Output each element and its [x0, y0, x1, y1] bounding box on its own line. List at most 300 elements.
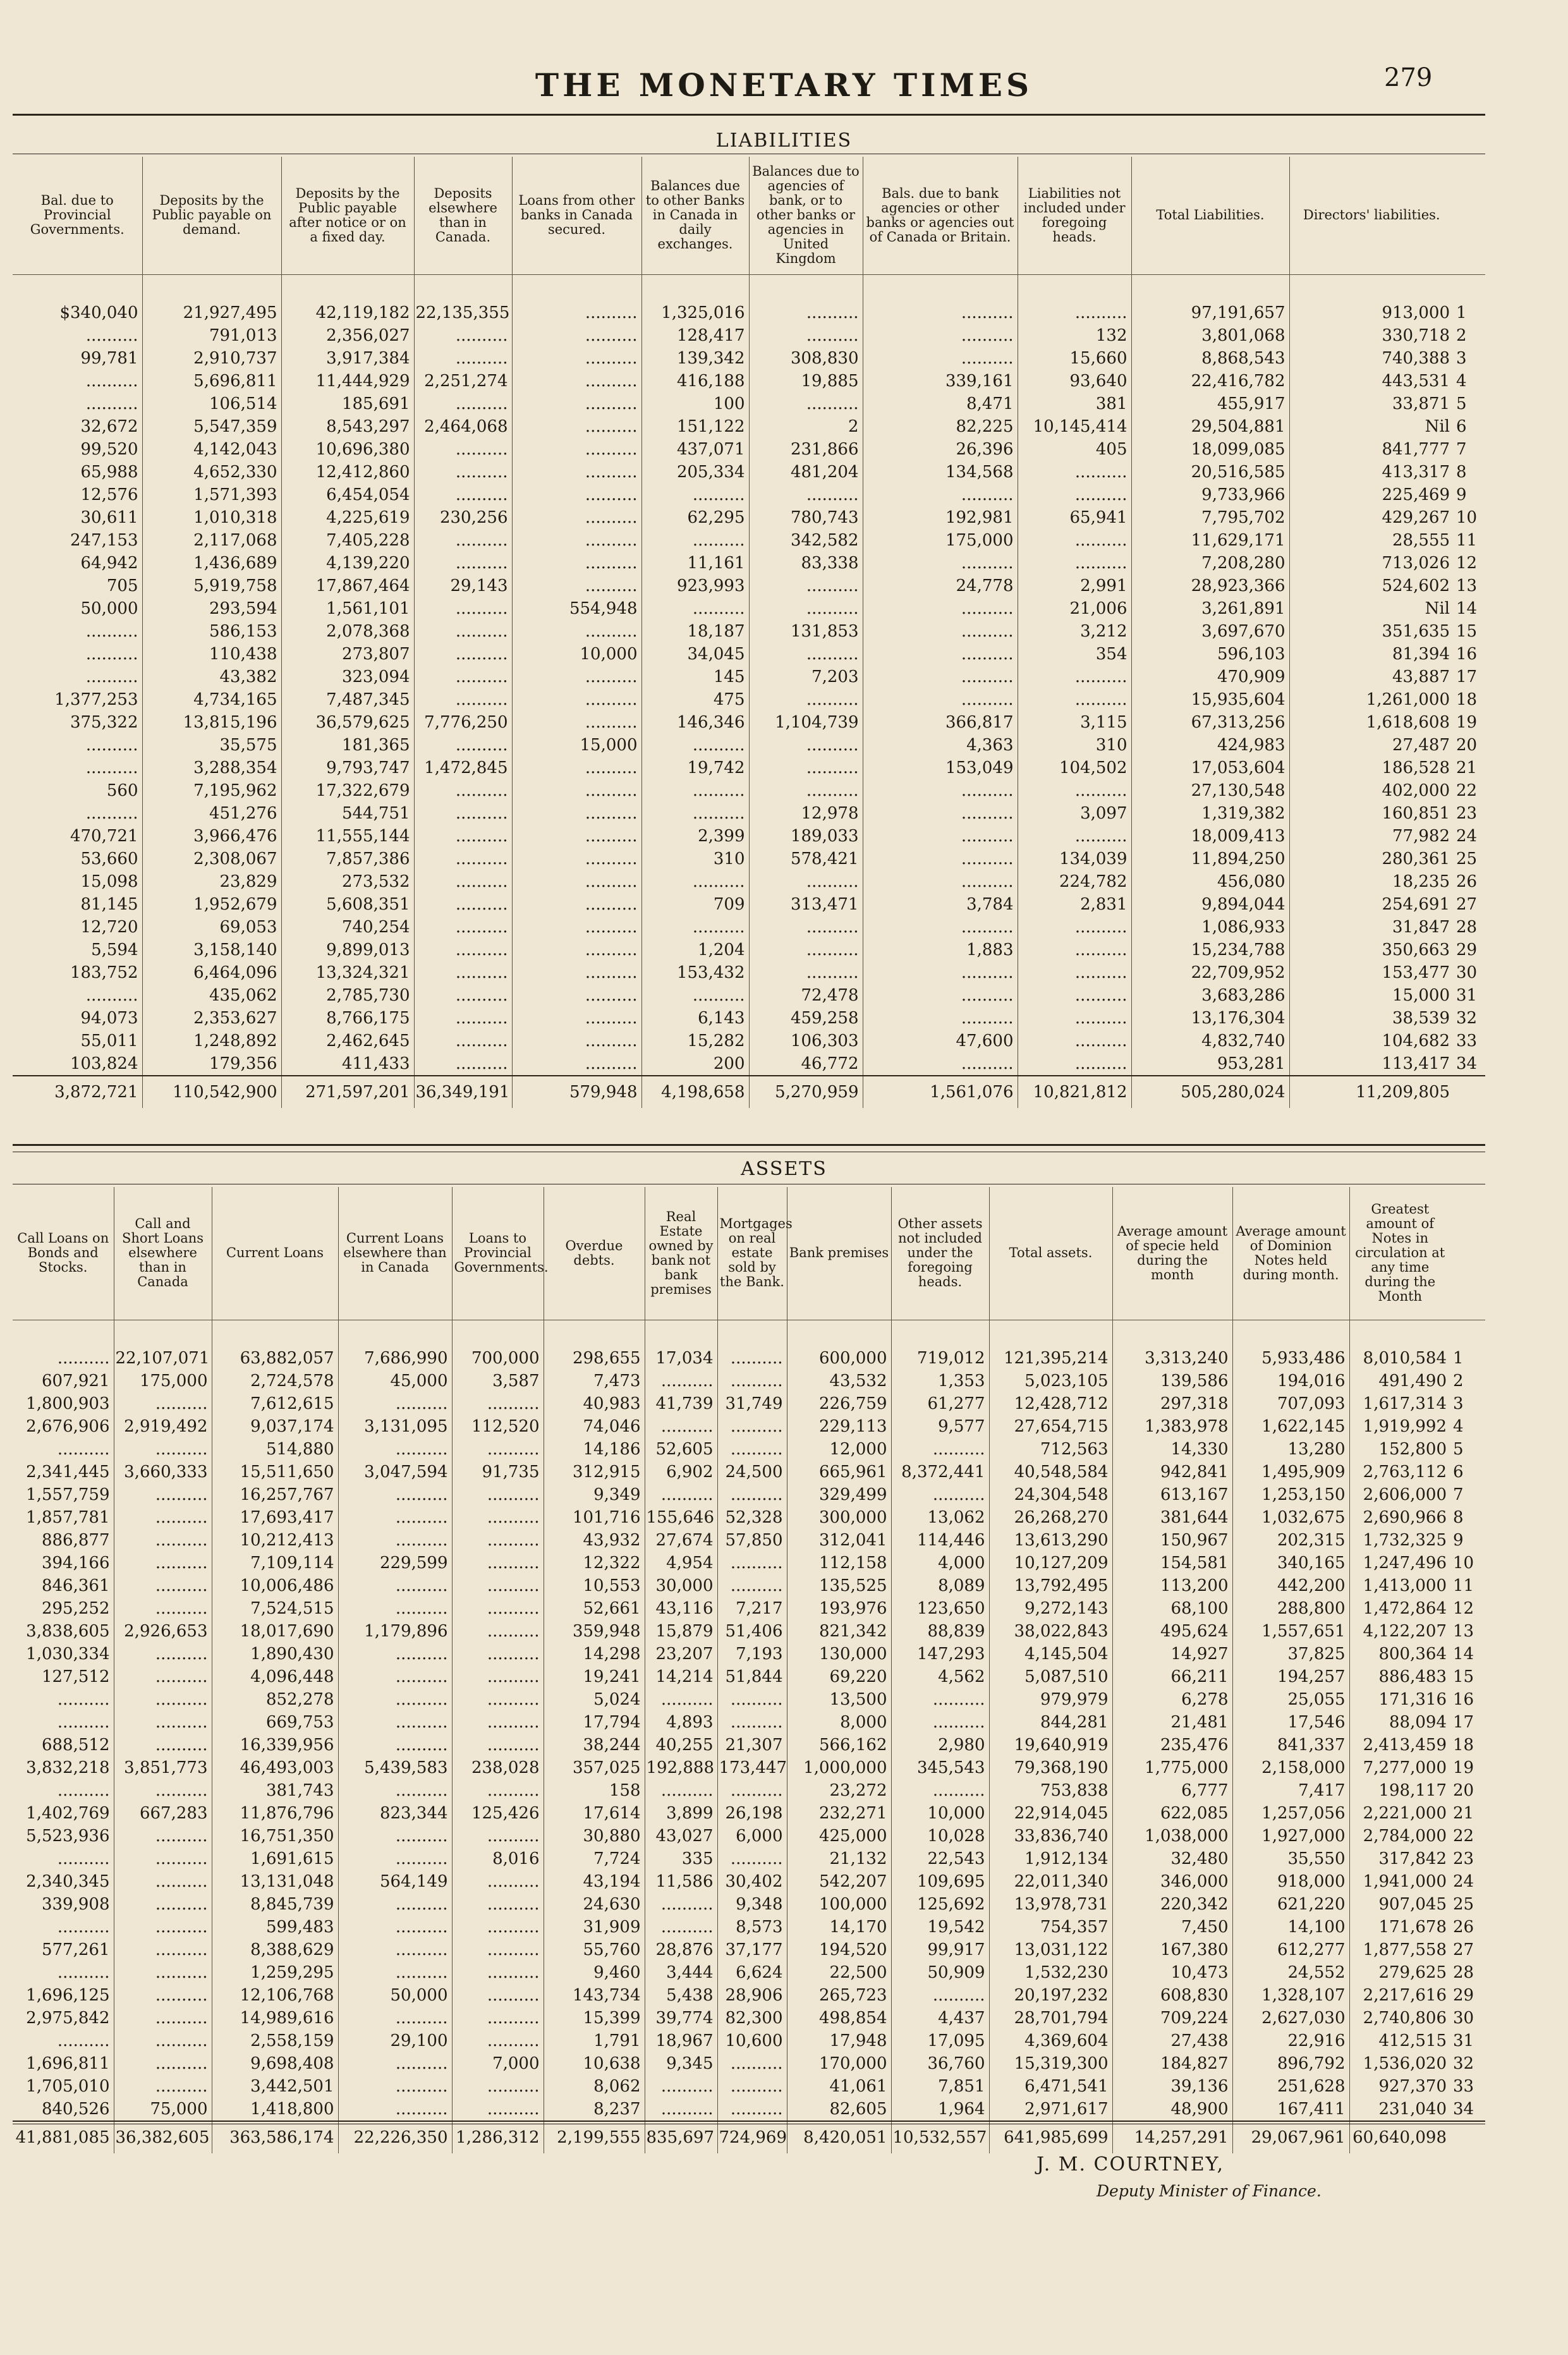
table-cell: 43,382	[142, 666, 281, 688]
table-cell: 55,011	[80, 1031, 138, 1050]
table-row	[13, 1438, 1485, 1461]
row-number: 31	[1456, 985, 1478, 1005]
table-cell: 342,582	[749, 529, 863, 552]
table-cell: ..........	[114, 1552, 212, 1574]
table-cell: ..........	[452, 1961, 544, 1984]
table-cell: 26,268,270	[989, 1506, 1112, 1529]
table-cell: 4,096,448	[212, 1665, 338, 1688]
table-cell: ..........	[749, 324, 863, 347]
table-row	[13, 1370, 1485, 1392]
table-row	[13, 984, 1485, 1007]
table-cell: 185,691	[281, 392, 414, 415]
table-cell: ..........	[641, 529, 749, 552]
table-cell: 2,740,806	[1349, 2007, 1450, 2029]
table-cell: 51,844	[717, 1665, 787, 1688]
table-row	[13, 916, 1485, 939]
table-cell: ..........	[749, 392, 863, 415]
table-cell: 171,316	[1349, 1688, 1450, 1711]
table-cell: 9,348	[717, 1893, 787, 1916]
table-cell: 7,524,515	[212, 1597, 338, 1620]
table-cell: 175,000	[863, 529, 1018, 552]
table-cell: ..........	[452, 1665, 544, 1688]
table-cell: ..........	[863, 802, 1018, 825]
table-cell: 75,000	[114, 2098, 212, 2121]
table-cell: ..........	[338, 1392, 452, 1415]
table-cell: ..........	[338, 1597, 452, 1620]
total-cell: 36,382,605	[114, 2121, 212, 2153]
table-cell: 88,094	[1349, 1711, 1450, 1734]
table-cell: 12,978	[749, 802, 863, 825]
table-cell: ..........	[85, 621, 138, 641]
row-number: 7	[1456, 439, 1467, 459]
table-cell: ..........	[512, 575, 641, 597]
table-cell: ..........	[717, 2098, 787, 2121]
table-cell: 167,380	[1112, 1938, 1232, 1961]
table-cell: 18,967	[645, 2029, 717, 2052]
table-cell: ..........	[414, 893, 512, 916]
row-number: 34	[1453, 2099, 1474, 2119]
table-cell: 7,724	[544, 1847, 645, 1870]
table-cell: 20,197,232	[989, 1984, 1112, 2007]
table-cell: 4,652,330	[142, 461, 281, 484]
table-cell: ..........	[717, 1552, 787, 1574]
table-cell: 300,000	[787, 1506, 891, 1529]
table-cell: 4,145,504	[989, 1643, 1112, 1665]
table-cell: 293,594	[142, 597, 281, 620]
table-cell: 17,053,604	[1131, 757, 1289, 779]
table-cell: ..........	[641, 734, 749, 757]
row-number: 11	[1456, 530, 1478, 550]
table-cell: ..........	[414, 734, 512, 757]
table-cell: 6,464,096	[142, 961, 281, 984]
row-number: 8	[1453, 1507, 1464, 1527]
table-cell: ..........	[452, 2075, 544, 2098]
table-row	[13, 825, 1485, 848]
assets-spacer-row	[13, 1320, 1485, 1347]
table-row	[13, 1643, 1485, 1665]
table-cell: 39,774	[645, 2007, 717, 2029]
table-cell: ..........	[512, 620, 641, 643]
table-cell: 1,259,295	[212, 1961, 338, 1984]
table-cell: 151,122	[641, 415, 749, 438]
table-cell: 6,777	[1112, 1779, 1232, 1802]
table-cell: 3,683,286	[1131, 984, 1289, 1007]
table-cell: ..........	[749, 916, 863, 939]
table-cell: ..........	[57, 1962, 110, 1982]
table-row	[13, 734, 1485, 757]
table-cell: ..........	[338, 1938, 452, 1961]
table-cell: 1,952,679	[142, 893, 281, 916]
table-cell: ..........	[57, 1917, 110, 1937]
table-cell: ..........	[452, 1938, 544, 1961]
table-cell: ..........	[414, 984, 512, 1007]
table-cell: 9,899,013	[281, 939, 414, 961]
table-cell: ..........	[114, 1825, 212, 1847]
table-cell: 17,546	[1232, 1711, 1349, 1734]
table-cell: 24,500	[717, 1461, 787, 1483]
table-cell: 339,161	[863, 370, 1018, 392]
table-cell: 81,394	[1289, 643, 1454, 666]
table-cell: ..........	[1018, 916, 1131, 939]
table-cell: 7,405,228	[281, 529, 414, 552]
table-cell: ..........	[114, 1711, 212, 1734]
table-cell: 1,413,000	[1349, 1574, 1450, 1597]
table-cell: 402,000	[1289, 779, 1454, 802]
table-cell: 93,640	[1018, 370, 1131, 392]
table-cell: 5,439,583	[338, 1756, 452, 1779]
table-cell: 544,751	[281, 802, 414, 825]
table-cell: 22,914,045	[989, 1802, 1112, 1825]
table-cell: 61,277	[891, 1392, 989, 1415]
table-cell: ..........	[414, 825, 512, 848]
table-cell: 317,842	[1349, 1847, 1450, 1870]
table-cell: 21,132	[787, 1847, 891, 1870]
table-cell: 586,153	[142, 620, 281, 643]
table-row	[13, 1415, 1485, 1438]
table-cell: 7,203	[749, 666, 863, 688]
table-cell: 7,208,280	[1131, 552, 1289, 575]
table-cell: ..........	[338, 1665, 452, 1688]
table-cell: 4,832,740	[1131, 1030, 1289, 1052]
table-cell: 194,520	[787, 1938, 891, 1961]
table-cell: 288,800	[1232, 1597, 1349, 1620]
table-cell: 5,023,105	[989, 1370, 1112, 1392]
assets-col-header-7: Real Estate owned by bank not bank premises	[645, 1187, 717, 1320]
table-cell: 498,854	[787, 2007, 891, 2029]
table-cell: 2,341,445	[26, 1462, 110, 1482]
table-cell: 612,277	[1232, 1938, 1349, 1961]
table-cell: ..........	[645, 1916, 717, 1938]
table-cell: 48,900	[1112, 2098, 1232, 2121]
table-cell: 132	[1018, 324, 1131, 347]
table-cell: 23,207	[645, 1643, 717, 1665]
table-cell: ..........	[641, 779, 749, 802]
row-number: 2	[1456, 326, 1467, 345]
table-cell: 1,328,107	[1232, 1984, 1349, 2007]
table-cell: 823,344	[338, 1802, 452, 1825]
table-cell: 3,899	[645, 1802, 717, 1825]
table-cell: 15,000	[512, 734, 641, 757]
table-cell: ..........	[512, 347, 641, 370]
table-cell: 665,961	[787, 1461, 891, 1483]
table-row	[13, 575, 1485, 597]
row-number: 5	[1456, 394, 1467, 413]
table-cell: 2,353,627	[142, 1007, 281, 1030]
table-cell: 10,553	[544, 1574, 645, 1597]
table-cell: 18,235	[1289, 870, 1454, 893]
table-row	[13, 1961, 1485, 1984]
table-cell: ..........	[414, 1007, 512, 1030]
table-cell: 224,782	[1018, 870, 1131, 893]
table-row	[13, 1688, 1485, 1711]
table-cell: 127,512	[41, 1667, 110, 1686]
table-cell: 2,356,027	[281, 324, 414, 347]
table-cell: 181,365	[281, 734, 414, 757]
table-cell: ..........	[512, 893, 641, 916]
total-cell: 110,542,900	[142, 1076, 281, 1108]
row-number: 9	[1456, 485, 1467, 504]
table-cell: ..........	[414, 802, 512, 825]
table-cell: 470,721	[70, 826, 138, 846]
table-cell: 13,031,122	[989, 1938, 1112, 1961]
table-cell: 3,442,501	[212, 2075, 338, 2098]
table-cell: 226,759	[787, 1392, 891, 1415]
total-cell: 41,881,085	[13, 2121, 114, 2153]
table-cell: 37,177	[717, 1938, 787, 1961]
table-cell: 1,883	[863, 939, 1018, 961]
table-cell: ..........	[641, 802, 749, 825]
table-cell: 459,258	[749, 1007, 863, 1030]
table-cell: 456,080	[1131, 870, 1289, 893]
row-number: 5	[1453, 1439, 1464, 1459]
table-row	[13, 620, 1485, 643]
table-cell: ..........	[338, 1688, 452, 1711]
table-cell: 21,481	[1112, 1711, 1232, 1734]
table-cell: ..........	[863, 1007, 1018, 1030]
table-cell: 15,511,650	[212, 1461, 338, 1483]
table-cell: 821,342	[787, 1620, 891, 1643]
table-cell: 200	[641, 1052, 749, 1076]
table-cell: 65,941	[1018, 506, 1131, 529]
row-number: 28	[1456, 917, 1478, 937]
table-row	[13, 1552, 1485, 1574]
table-cell: 907,045	[1349, 1893, 1450, 1916]
table-cell: ..........	[1018, 1052, 1131, 1076]
table-cell: ..........	[749, 484, 863, 506]
table-cell: ..........	[338, 1711, 452, 1734]
table-cell: 1,791	[544, 2029, 645, 2052]
table-cell: 1,032,675	[1232, 1506, 1349, 1529]
table-row	[13, 438, 1485, 461]
table-cell: 12,106,768	[212, 1984, 338, 2007]
table-cell: 220,342	[1112, 1893, 1232, 1916]
table-cell: 135,525	[787, 1574, 891, 1597]
table-row	[13, 893, 1485, 916]
table-cell: ..........	[863, 620, 1018, 643]
table-cell: 8,845,739	[212, 1893, 338, 1916]
table-cell: 12,412,860	[281, 461, 414, 484]
table-cell: 22,500	[787, 1961, 891, 1984]
table-row	[13, 392, 1485, 415]
table-cell: 8,766,175	[281, 1007, 414, 1030]
table-cell: 9,894,044	[1131, 893, 1289, 916]
table-cell: 7,450	[1112, 1916, 1232, 1938]
table-cell: ..........	[1018, 1007, 1131, 1030]
table-cell: 554,948	[512, 597, 641, 620]
table-cell: 577,261	[41, 1940, 110, 1959]
table-cell: 2,926,653	[114, 1620, 212, 1643]
table-cell: 394,166	[41, 1553, 110, 1573]
table-cell: 20,516,585	[1131, 461, 1289, 484]
table-cell: 38,022,843	[989, 1620, 1112, 1643]
assets-col-header-3: Current Loans	[212, 1187, 338, 1320]
table-cell: 194,257	[1232, 1665, 1349, 1688]
table-cell: ..........	[57, 2031, 110, 2050]
table-cell: 15,000	[1289, 984, 1454, 1007]
table-row	[13, 1597, 1485, 1620]
table-cell: ..........	[338, 1847, 452, 1870]
table-row	[13, 688, 1485, 711]
table-cell: ..........	[512, 916, 641, 939]
table-cell: 110,438	[142, 643, 281, 666]
table-cell: ..........	[338, 1825, 452, 1847]
table-cell: 189,033	[749, 825, 863, 848]
table-cell: 94,073	[80, 1008, 138, 1028]
table-cell: 26,396	[863, 438, 1018, 461]
liabilities-table	[13, 157, 1485, 1108]
table-cell: ..........	[85, 371, 138, 391]
row-number: 14	[1453, 1644, 1474, 1664]
table-cell: 3,851,773	[114, 1756, 212, 1779]
table-cell: ..........	[57, 1712, 110, 1732]
table-cell: 153,432	[641, 961, 749, 984]
table-cell: 147,293	[891, 1643, 989, 1665]
table-cell: ..........	[645, 1893, 717, 1916]
table-cell: 15,234,788	[1131, 939, 1289, 961]
total-cell: 29,067,961	[1232, 2121, 1349, 2153]
table-cell: 425,000	[787, 1825, 891, 1847]
row-number: 4	[1453, 1416, 1464, 1436]
table-cell: 35,550	[1232, 1847, 1349, 1870]
table-cell: 896,792	[1232, 2052, 1349, 2075]
table-row	[13, 1847, 1485, 1870]
total-cell: 1,286,312	[452, 2121, 544, 2153]
table-cell: 481,204	[749, 461, 863, 484]
assets-col-header-11: Total assets.	[989, 1187, 1112, 1320]
table-cell: 9,345	[645, 2052, 717, 2075]
table-row	[13, 2075, 1485, 2098]
table-cell: 375,322	[70, 712, 138, 732]
table-cell: ..........	[512, 870, 641, 893]
table-cell: 7,686,990	[338, 1347, 452, 1370]
table-cell: 113,417	[1289, 1052, 1454, 1076]
table-cell: 82,605	[787, 2098, 891, 2121]
row-number: 1	[1453, 1348, 1464, 1368]
table-cell: 251,628	[1232, 2075, 1349, 2098]
row-number: 9	[1453, 1530, 1464, 1550]
table-cell: 31,749	[717, 1392, 787, 1415]
table-cell: ..........	[338, 2007, 452, 2029]
table-cell: 17,095	[891, 2029, 989, 2052]
table-cell: 1,919,992	[1349, 1415, 1450, 1438]
table-cell: ..........	[891, 1711, 989, 1734]
table-cell: 113,200	[1112, 1574, 1232, 1597]
table-cell: 1,964	[891, 2098, 989, 2121]
table-cell: 205,334	[641, 461, 749, 484]
table-cell: ..........	[863, 825, 1018, 848]
assets-title: ASSETS	[741, 1158, 827, 1180]
table-cell: 43,887	[1289, 666, 1454, 688]
table-cell: 184,827	[1112, 2052, 1232, 2075]
table-cell: ..........	[749, 870, 863, 893]
table-cell: ..........	[891, 1438, 989, 1461]
table-cell: ..........	[717, 1483, 787, 1506]
table-cell: 22,107,071	[114, 1347, 212, 1370]
liabilities-rownum-header	[1454, 157, 1485, 274]
table-cell: 753,838	[989, 1779, 1112, 1802]
table-cell: ..........	[863, 984, 1018, 1007]
table-cell: 91,735	[452, 1461, 544, 1483]
table-cell: 52,328	[717, 1506, 787, 1529]
table-cell: 30,000	[645, 1574, 717, 1597]
table-cell: ..........	[645, 1779, 717, 1802]
table-cell: ..........	[414, 1052, 512, 1076]
table-cell: 354	[1018, 643, 1131, 666]
table-cell: 63,882,057	[212, 1347, 338, 1370]
table-cell: 1,010,318	[142, 506, 281, 529]
table-cell: 329,499	[787, 1483, 891, 1506]
table-cell: ..........	[114, 1574, 212, 1597]
assets-col-header-10: Other assets not included under the foregoing heads.	[891, 1187, 989, 1320]
row-number: 33	[1456, 1031, 1478, 1050]
table-cell: 33,836,740	[989, 1825, 1112, 1847]
table-cell: 4,893	[645, 1711, 717, 1734]
row-number: 3	[1456, 348, 1467, 368]
table-cell: 1,253,150	[1232, 1483, 1349, 1506]
table-cell: 8,062	[544, 2075, 645, 2098]
table-cell: 153,049	[863, 757, 1018, 779]
table-cell: 1,927,000	[1232, 1825, 1349, 1847]
table-cell: ..........	[338, 1483, 452, 1506]
table-cell: 918,000	[1232, 1870, 1349, 1893]
table-cell: 125,692	[891, 1893, 989, 1916]
table-row	[13, 552, 1485, 575]
table-cell: 295,252	[41, 1598, 110, 1618]
table-cell: 953,281	[1131, 1052, 1289, 1076]
assets-col-header-8: Mortgages on real estate sold by the Bank.	[717, 1187, 787, 1320]
table-cell: 3,660,333	[114, 1461, 212, 1483]
table-cell: 11,444,929	[281, 370, 414, 392]
table-cell: 6,624	[717, 1961, 787, 1984]
total-cell: 2,199,555	[544, 2121, 645, 2153]
table-cell: 411,433	[281, 1052, 414, 1076]
table-cell: ..........	[512, 301, 641, 324]
table-cell: 1,204	[641, 939, 749, 961]
table-cell: 43,027	[645, 1825, 717, 1847]
table-cell: 23,829	[142, 870, 281, 893]
table-cell: ..........	[717, 1438, 787, 1461]
table-cell: ..........	[863, 848, 1018, 870]
table-cell: 4,122,207	[1349, 1620, 1450, 1643]
table-cell: ..........	[414, 1030, 512, 1052]
table-cell: ..........	[338, 1574, 452, 1597]
table-cell: 298,655	[544, 1347, 645, 1370]
table-row	[13, 1483, 1485, 1506]
table-cell: ..........	[749, 734, 863, 757]
table-cell: 1,030,334	[26, 1644, 110, 1664]
row-number: 6	[1456, 417, 1467, 436]
table-cell: 7,277,000	[1349, 1756, 1450, 1779]
total-cell: 3,872,721	[13, 1076, 142, 1108]
row-number: 11	[1453, 1576, 1474, 1595]
table-cell: ..........	[414, 643, 512, 666]
table-cell: 416,188	[641, 370, 749, 392]
table-cell: 51,406	[717, 1620, 787, 1643]
table-cell: 18,187	[641, 620, 749, 643]
table-cell: ..........	[114, 1688, 212, 1711]
row-number: 15	[1456, 621, 1478, 641]
table-cell: 5,024	[544, 1688, 645, 1711]
table-cell: ..........	[452, 1552, 544, 1574]
liabilities-col-header-11: Directors' liabilities.	[1289, 157, 1454, 274]
table-cell: 175,000	[114, 1370, 212, 1392]
table-cell: ..........	[512, 848, 641, 870]
assets-totals-row	[13, 2121, 1485, 2153]
table-cell: ..........	[114, 1779, 212, 1802]
table-cell: 40,983	[544, 1392, 645, 1415]
table-cell: 740,388	[1289, 347, 1454, 370]
table-cell: 16,339,956	[212, 1734, 338, 1756]
